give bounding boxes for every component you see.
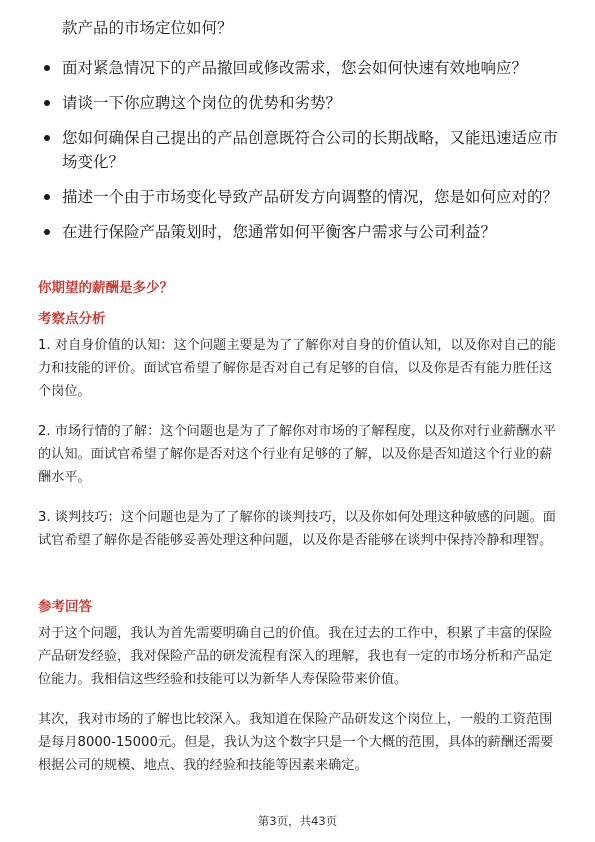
question-text: 您如何确保自己提出的产品创意既符合公司的长期战略，又能迅速适应市场变化？ — [62, 129, 559, 171]
question-list-item — [44, 126, 564, 174]
answer-paragraph: 其次，我对市场的了解也比较深入。我知道在保险产品研发这个岗位上，一般的工资范围是每月8000-15000元。但是，我认为这个数字只是一个大概的范围，具体的薪酬还需要根据公司的规模、地点、我的经验和技能等因素来确定。 — [38, 712, 554, 773]
question-list-item — [44, 220, 564, 244]
question-list-item — [44, 56, 564, 80]
continued-question-text: 款产品的市场定位如何？ — [62, 19, 233, 37]
bullet-icon — [44, 194, 50, 200]
question-list-item — [44, 185, 564, 209]
bullet-icon — [44, 100, 50, 106]
question-text: 在进行保险产品策划时，您通常如何平衡客户需求与公司利益？ — [62, 223, 497, 241]
analysis-point: 3. 谈判技巧：这个问题也是为了了解你的谈判技巧，以及你如何处理这种敏感的问题。面试官希望了解你是否能够妥善处理这种问题，以及你是否能够在谈判中保持冷静和理智。 — [38, 510, 556, 548]
question-text: 描述一个由于市场变化导致产品研发方向调整的情况，您是如何应对的？ — [62, 188, 559, 206]
question-text: 请谈一下你应聘这个岗位的优势和劣势？ — [62, 94, 342, 112]
analysis-point: 1. 对自身价值的认知：这个问题主要是为了了解你对自身的价值认知，以及你对自己的能力和技能的评价。面试官希望了解你是否对自己有足够的自信，以及你是否有能力胜任这个岗位。 — [38, 338, 556, 399]
question-text: 面对紧急情况下的产品撤回或修改需求，您会如何快速有效地响应？ — [62, 59, 528, 77]
answer-heading: 参考回答 — [38, 599, 92, 615]
page-number: 第3页，共43页 — [257, 814, 338, 828]
answer-paragraph: 对于这个问题，我认为首先需要明确自己的价值。我在过去的工作中，积累了丰富的保险产品研发经验，我对保险产品的研发流程有深入的理解，我也有一定的市场分析和产品定位能力。我相信这些经验和技能可以为新华人寿保险带来价值。 — [38, 626, 553, 687]
question-list-item — [44, 91, 564, 115]
question-heading: 你期望的薪酬是多少？ — [38, 280, 173, 296]
bullet-icon — [44, 135, 50, 141]
analysis-point: 2. 市场行情的了解：这个问题也是为了了解你对市场的了解程度，以及你对行业薪酬水平的认知。面试官希望了解你是否对这个行业有足够的了解，以及你是否知道这个行业的薪酬水平。 — [38, 424, 556, 485]
question-list — [44, 56, 564, 255]
bullet-icon — [44, 65, 50, 71]
analysis-heading: 考察点分析 — [38, 311, 106, 327]
bullet-icon — [44, 229, 50, 235]
